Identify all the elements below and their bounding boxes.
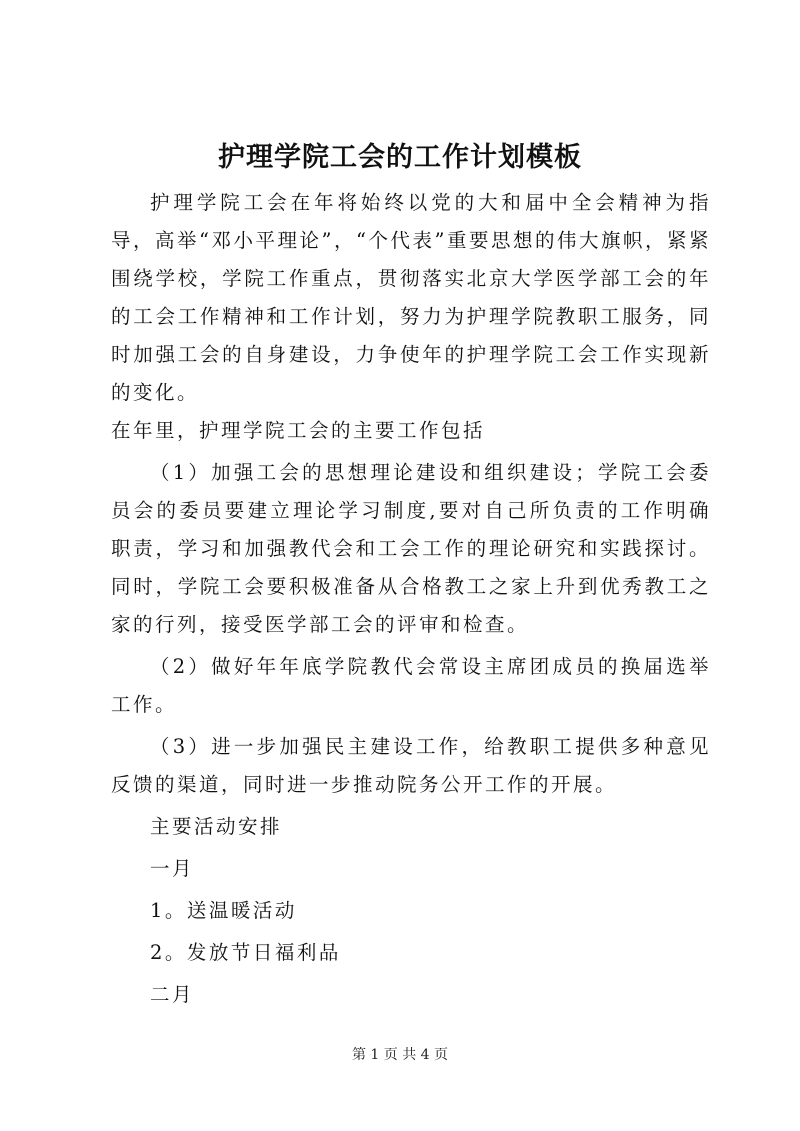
item-3-paragraph: （3）进一步加强民主建设工作，给教职工提供多种意见反馈的渠道，同时进一步推动院务公开工作的开展。 xyxy=(111,735,711,796)
work-includes-paragraph: 在年里，护理学院工会的主要工作包括 xyxy=(111,419,486,442)
intro-paragraph: 护理学院工会在年将始终以党的大和届中全会精神为指导，高举“邓小平理论”，“个代表”重要思想的伟大旗帜，紧紧围绕学校，学院工作重点，贯彻落实北京大学医学部工会的年的工会工作精神和工作计划，努力为护理学院教职工服务，同时加强工会的自身建设，力争使年的护理学院工会工作实现新的变化。 xyxy=(111,191,711,404)
month-january: 一月 xyxy=(150,857,195,880)
activity-item: 1。送温暖活动 xyxy=(150,899,297,922)
month-february: 二月 xyxy=(150,983,195,1006)
page-indicator: 第 1 页 共 4 页 xyxy=(351,1047,449,1063)
activity-item: 2。发放节日福利品 xyxy=(150,941,341,964)
document-body xyxy=(111,184,711,1014)
activities-heading: 主要活动安排 xyxy=(150,815,283,838)
item-1-paragraph: （1）加强工会的思想理论建设和组织建设；学院工会委员会的委员要建立理论学习制度,要对自己所负责的工作明确职责，学习和加强教代会和工会工作的理论研究和实践探讨。同时，学院工会要积极准备从合格教工之家上升到优秀教工之家的行列，接受医学部工会的评审和检查。 xyxy=(111,461,711,636)
item-2-paragraph: （2）做好年年底学院教代会常设主席团成员的换届选举工作。 xyxy=(111,655,711,716)
document-title: 护理学院工会的工作计划模板 xyxy=(218,142,582,173)
